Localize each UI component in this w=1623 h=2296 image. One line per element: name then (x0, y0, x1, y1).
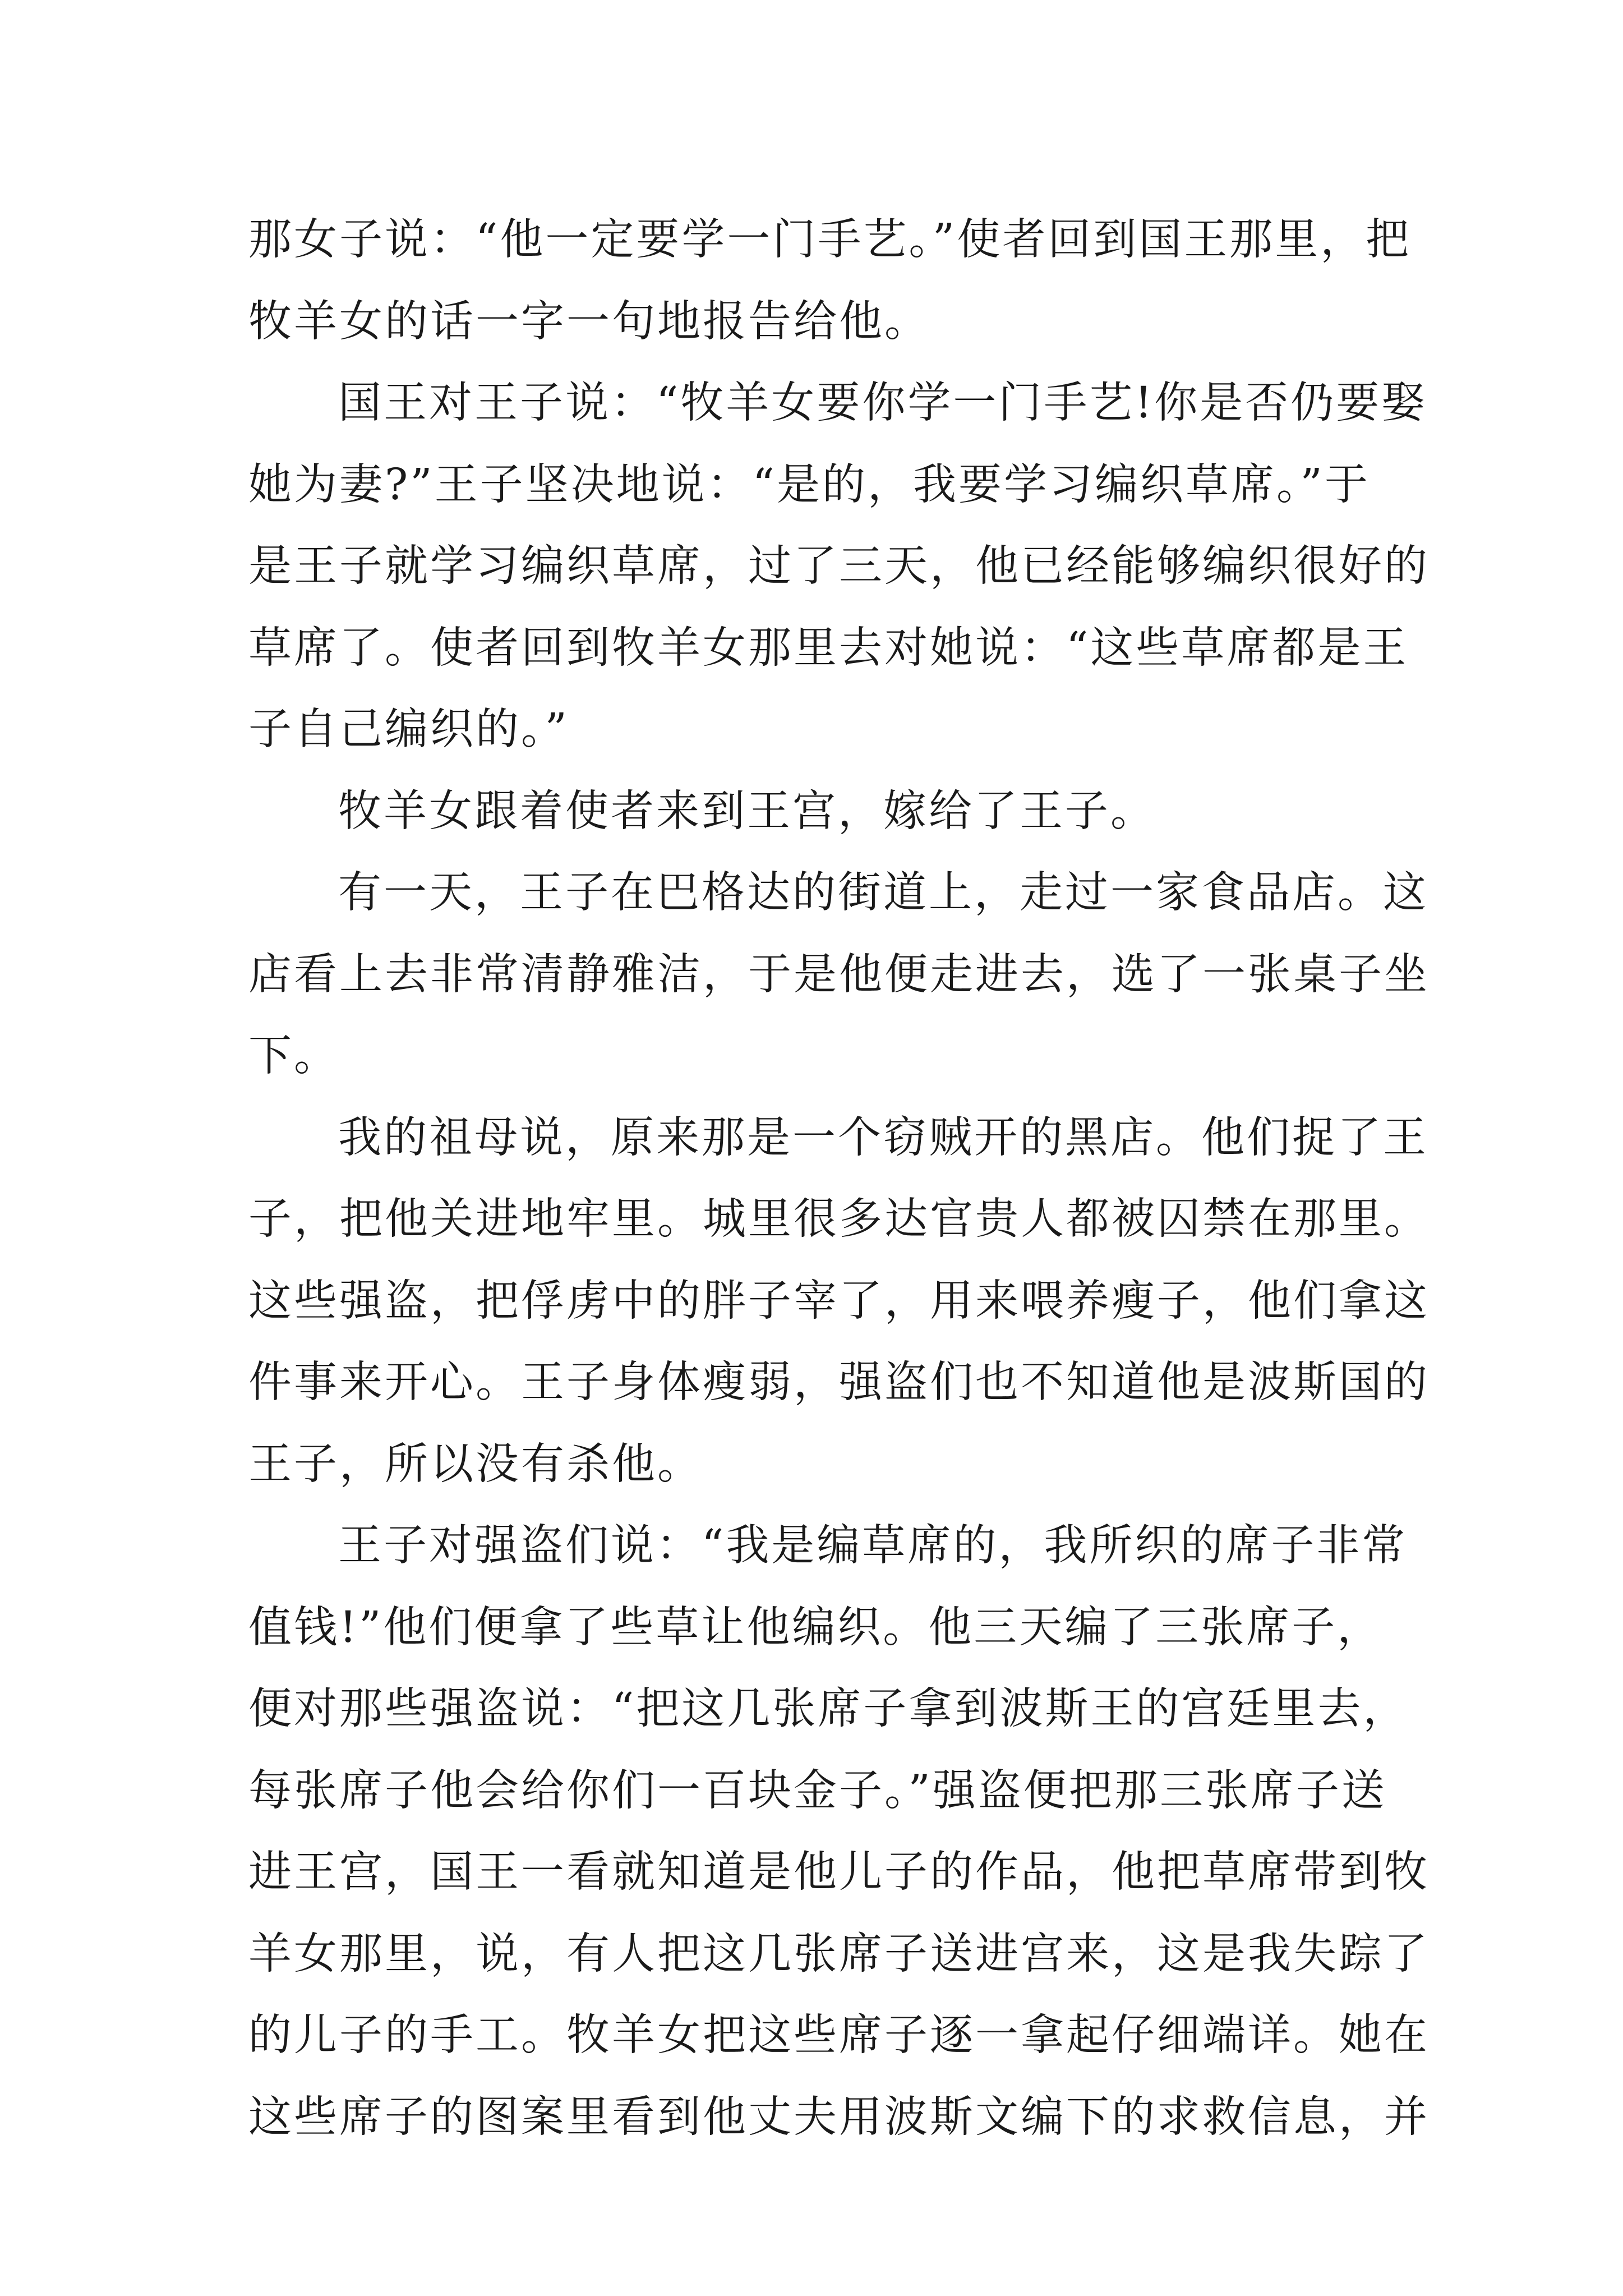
text-line: 子，把他关进地牢里。城里很多达官贵人都被囚禁在那里。 (248, 1194, 1430, 1244)
text-line: 牧羊女的话一字一句地报告给他。 (248, 296, 930, 347)
text-line: 进王宫，国王一看就知道是他儿子的作品，他把草席带到牧 (248, 1847, 1430, 1897)
text-line: 她为妻?”王子坚决地说：“是的，我要学习编织草席。”于 (248, 459, 1370, 510)
paragraph (248, 852, 1430, 1097)
text-line: 店看上去非常清静雅洁，于是他便走进去，选了一张桌子坐 (248, 949, 1430, 1000)
text-line: 那女子说：“他一定要学一门手艺。”使者回到国王那里，把 (248, 215, 1412, 265)
paragraph (248, 1505, 1430, 2158)
text-line: 的儿子的手工。牧羊女把这些席子逐一拿起仔细端详。她在 (248, 2010, 1430, 2060)
paragraph (248, 771, 1398, 853)
text-line: 牧羊女跟着使者来到王宫，嫁给了王子。 (338, 786, 1156, 836)
text-line: 草席了。使者回到牧羊女那里去对她说：“这些草席都是王 (248, 623, 1409, 673)
text-line: 国王对王子说：“牧羊女要你学一门手艺!你是否仍要娶 (338, 378, 1427, 428)
story-text (248, 199, 1430, 2158)
text-line: 子自己编织的。” (248, 705, 569, 754)
text-line: 羊女那里，说，有人把这几张席子送进宫来，这是我失踪了 (248, 1929, 1430, 1979)
text-line: 王子，所以没有杀他。 (248, 1439, 703, 1489)
text-line: 有一天，王子在巴格达的街道上，走过一家食品店。这 (338, 868, 1428, 918)
text-line: 值钱!”他们便拿了些草让他编织。他三天编了三张席子， (248, 1602, 1383, 1653)
text-line: 这些席子的图案里看到他丈夫用波斯文编下的求救信息，并 (248, 2092, 1430, 2142)
text-line: 下。 (248, 1031, 339, 1081)
text-line: 这些强盗，把俘虏中的胖子宰了，用来喂养瘦子，他们拿这 (248, 1276, 1430, 1326)
text-line: 是王子就学习编织草席，过了三天，他已经能够编织很好的 (248, 541, 1430, 591)
text-line: 我的祖母说，原来那是一个窃贼开的黑店。他们捉了王 (338, 1112, 1428, 1163)
text-line: 王子对强盗们说：“我是编草席的，我所织的席子非常 (338, 1521, 1408, 1571)
text-line: 便对那些强盗说：“把这几张席子拿到波斯王的宫廷里去， (248, 1684, 1409, 1734)
paragraph (248, 1097, 1430, 1506)
text-line: 件事来开心。王子身体瘦弱，强盗们也不知道他是波斯国的 (248, 1358, 1430, 1407)
text-line: 每张席子他会给你们一百块金子。”强盗便把那三张席子送 (248, 1765, 1387, 1816)
paragraph (248, 199, 1412, 362)
paragraph (248, 362, 1430, 771)
